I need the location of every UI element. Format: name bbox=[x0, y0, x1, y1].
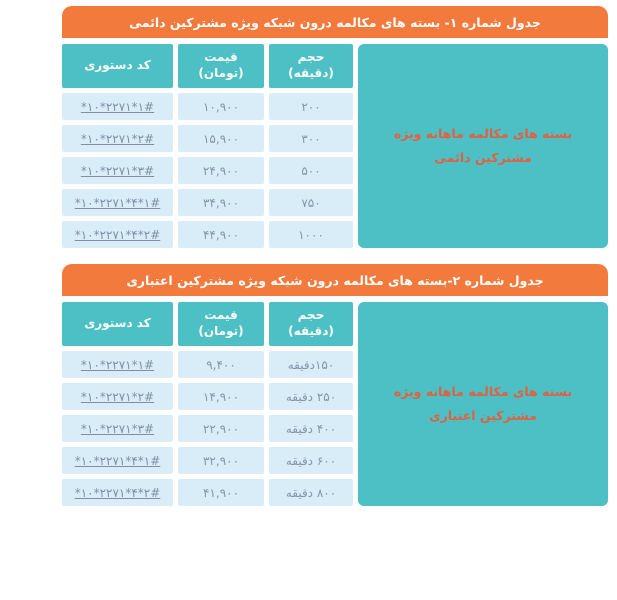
price-header-line2: (تومان) bbox=[198, 324, 244, 338]
table-2-title-bar bbox=[62, 264, 608, 296]
price-cell: ۳۲,۹۰۰ bbox=[178, 447, 264, 474]
code-cell bbox=[62, 189, 173, 216]
price-cell: ۲۴,۹۰۰ bbox=[178, 157, 264, 184]
volume-cell: ۱۰۰۰ bbox=[269, 221, 353, 248]
table-1-title: جدول شماره ۱- بسته های مکالمه درون شبکه ویژه مشترکین دائمی bbox=[129, 14, 541, 30]
price-cell: ۴۱,۹۰۰ bbox=[178, 479, 264, 506]
volume-cell: ۵۰۰ bbox=[269, 157, 353, 184]
price-header-line2: (تومان) bbox=[198, 66, 244, 80]
ussd-code-link[interactable]: *۱۰*۲۲۷۱*۳# bbox=[80, 163, 155, 178]
code-cell bbox=[62, 447, 173, 474]
table-prepaid-subscribers bbox=[62, 264, 608, 506]
code-cell bbox=[62, 221, 173, 248]
price-cell: ۲۲,۹۰۰ bbox=[178, 415, 264, 442]
ussd-code-link[interactable]: *۱۰*۲۲۷۱*۲# bbox=[80, 389, 155, 404]
table-1-title-bar bbox=[62, 6, 608, 38]
volume-cell: ۴۰۰ دقیقه bbox=[269, 415, 353, 442]
volume-cell: ۱۵۰دقیقه bbox=[269, 351, 353, 378]
price-cell: ۳۴,۹۰۰ bbox=[178, 189, 264, 216]
volume-cell: ۲۵۰ دقیقه bbox=[269, 383, 353, 410]
volume-header-line1: حجم bbox=[297, 50, 325, 65]
ussd-code-link[interactable]: *۱۰*۲۲۷۱*۴*۲# bbox=[74, 485, 161, 500]
code-cell bbox=[62, 157, 173, 184]
volume-cell: ۶۰۰ دقیقه bbox=[269, 447, 353, 474]
table-1-side-label: بسته های مکالمه ماهانه ویژه مشترکین دائمی bbox=[393, 126, 573, 165]
table-1-col-header-price bbox=[178, 44, 264, 88]
volume-cell: ۳۰۰ bbox=[269, 125, 353, 152]
ussd-code-link[interactable]: *۱۰*۲۲۷۱*۳# bbox=[80, 421, 155, 436]
volume-header-line2: (دقیقه) bbox=[288, 66, 334, 80]
code-cell bbox=[62, 383, 173, 410]
table-2-side-label: بسته های مکالمه ماهانه ویژه مشترکین اعتباری bbox=[393, 384, 573, 423]
volume-cell: ۷۵۰ bbox=[269, 189, 353, 216]
price-cell: ۱۴,۹۰۰ bbox=[178, 383, 264, 410]
code-cell bbox=[62, 93, 173, 120]
table-1-col-header-volume bbox=[269, 44, 353, 88]
ussd-code-link[interactable]: *۱۰*۲۲۷۱*۴*۱# bbox=[74, 195, 161, 210]
volume-cell: ۸۰۰ دقیقه bbox=[269, 479, 353, 506]
ussd-code-link[interactable]: *۱۰*۲۲۷۱*۱# bbox=[80, 357, 155, 372]
code-header: کد دستوری bbox=[84, 58, 151, 73]
table-2-grid bbox=[62, 302, 608, 506]
ussd-code-link[interactable]: *۱۰*۲۲۷۱*۲# bbox=[80, 131, 155, 146]
code-cell bbox=[62, 415, 173, 442]
ussd-code-link[interactable]: *۱۰*۲۲۷۱*۱# bbox=[80, 99, 155, 114]
price-header-line1: قیمت bbox=[204, 308, 238, 323]
table-permanent-subscribers bbox=[62, 6, 608, 248]
code-cell bbox=[62, 479, 173, 506]
code-header: کد دستوری bbox=[84, 316, 151, 331]
price-header-line1: قیمت bbox=[204, 50, 238, 65]
code-cell bbox=[62, 125, 173, 152]
table-2-title: جدول شماره ۲-بسته های مکالمه درون شبکه ویژه مشترکین اعتباری bbox=[126, 272, 544, 288]
table-1-side-label-cell bbox=[358, 44, 608, 248]
ussd-code-link[interactable]: *۱۰*۲۲۷۱*۴*۱# bbox=[74, 453, 161, 468]
volume-header-line1: حجم bbox=[297, 308, 325, 323]
ussd-code-link[interactable]: *۱۰*۲۲۷۱*۴*۲# bbox=[74, 227, 161, 242]
table-1-col-header-code bbox=[62, 44, 173, 88]
volume-cell: ۲۰۰ bbox=[269, 93, 353, 120]
volume-header-line2: (دقیقه) bbox=[288, 324, 334, 338]
table-2-col-header-code bbox=[62, 302, 173, 346]
table-2-side-label-cell bbox=[358, 302, 608, 506]
price-cell: ۱۰,۹۰۰ bbox=[178, 93, 264, 120]
table-2-col-header-volume bbox=[269, 302, 353, 346]
table-1-grid bbox=[62, 44, 608, 248]
price-cell: ۴۴,۹۰۰ bbox=[178, 221, 264, 248]
price-cell: ۱۵,۹۰۰ bbox=[178, 125, 264, 152]
table-2-col-header-price bbox=[178, 302, 264, 346]
price-cell: ۹,۴۰۰ bbox=[178, 351, 264, 378]
code-cell bbox=[62, 351, 173, 378]
